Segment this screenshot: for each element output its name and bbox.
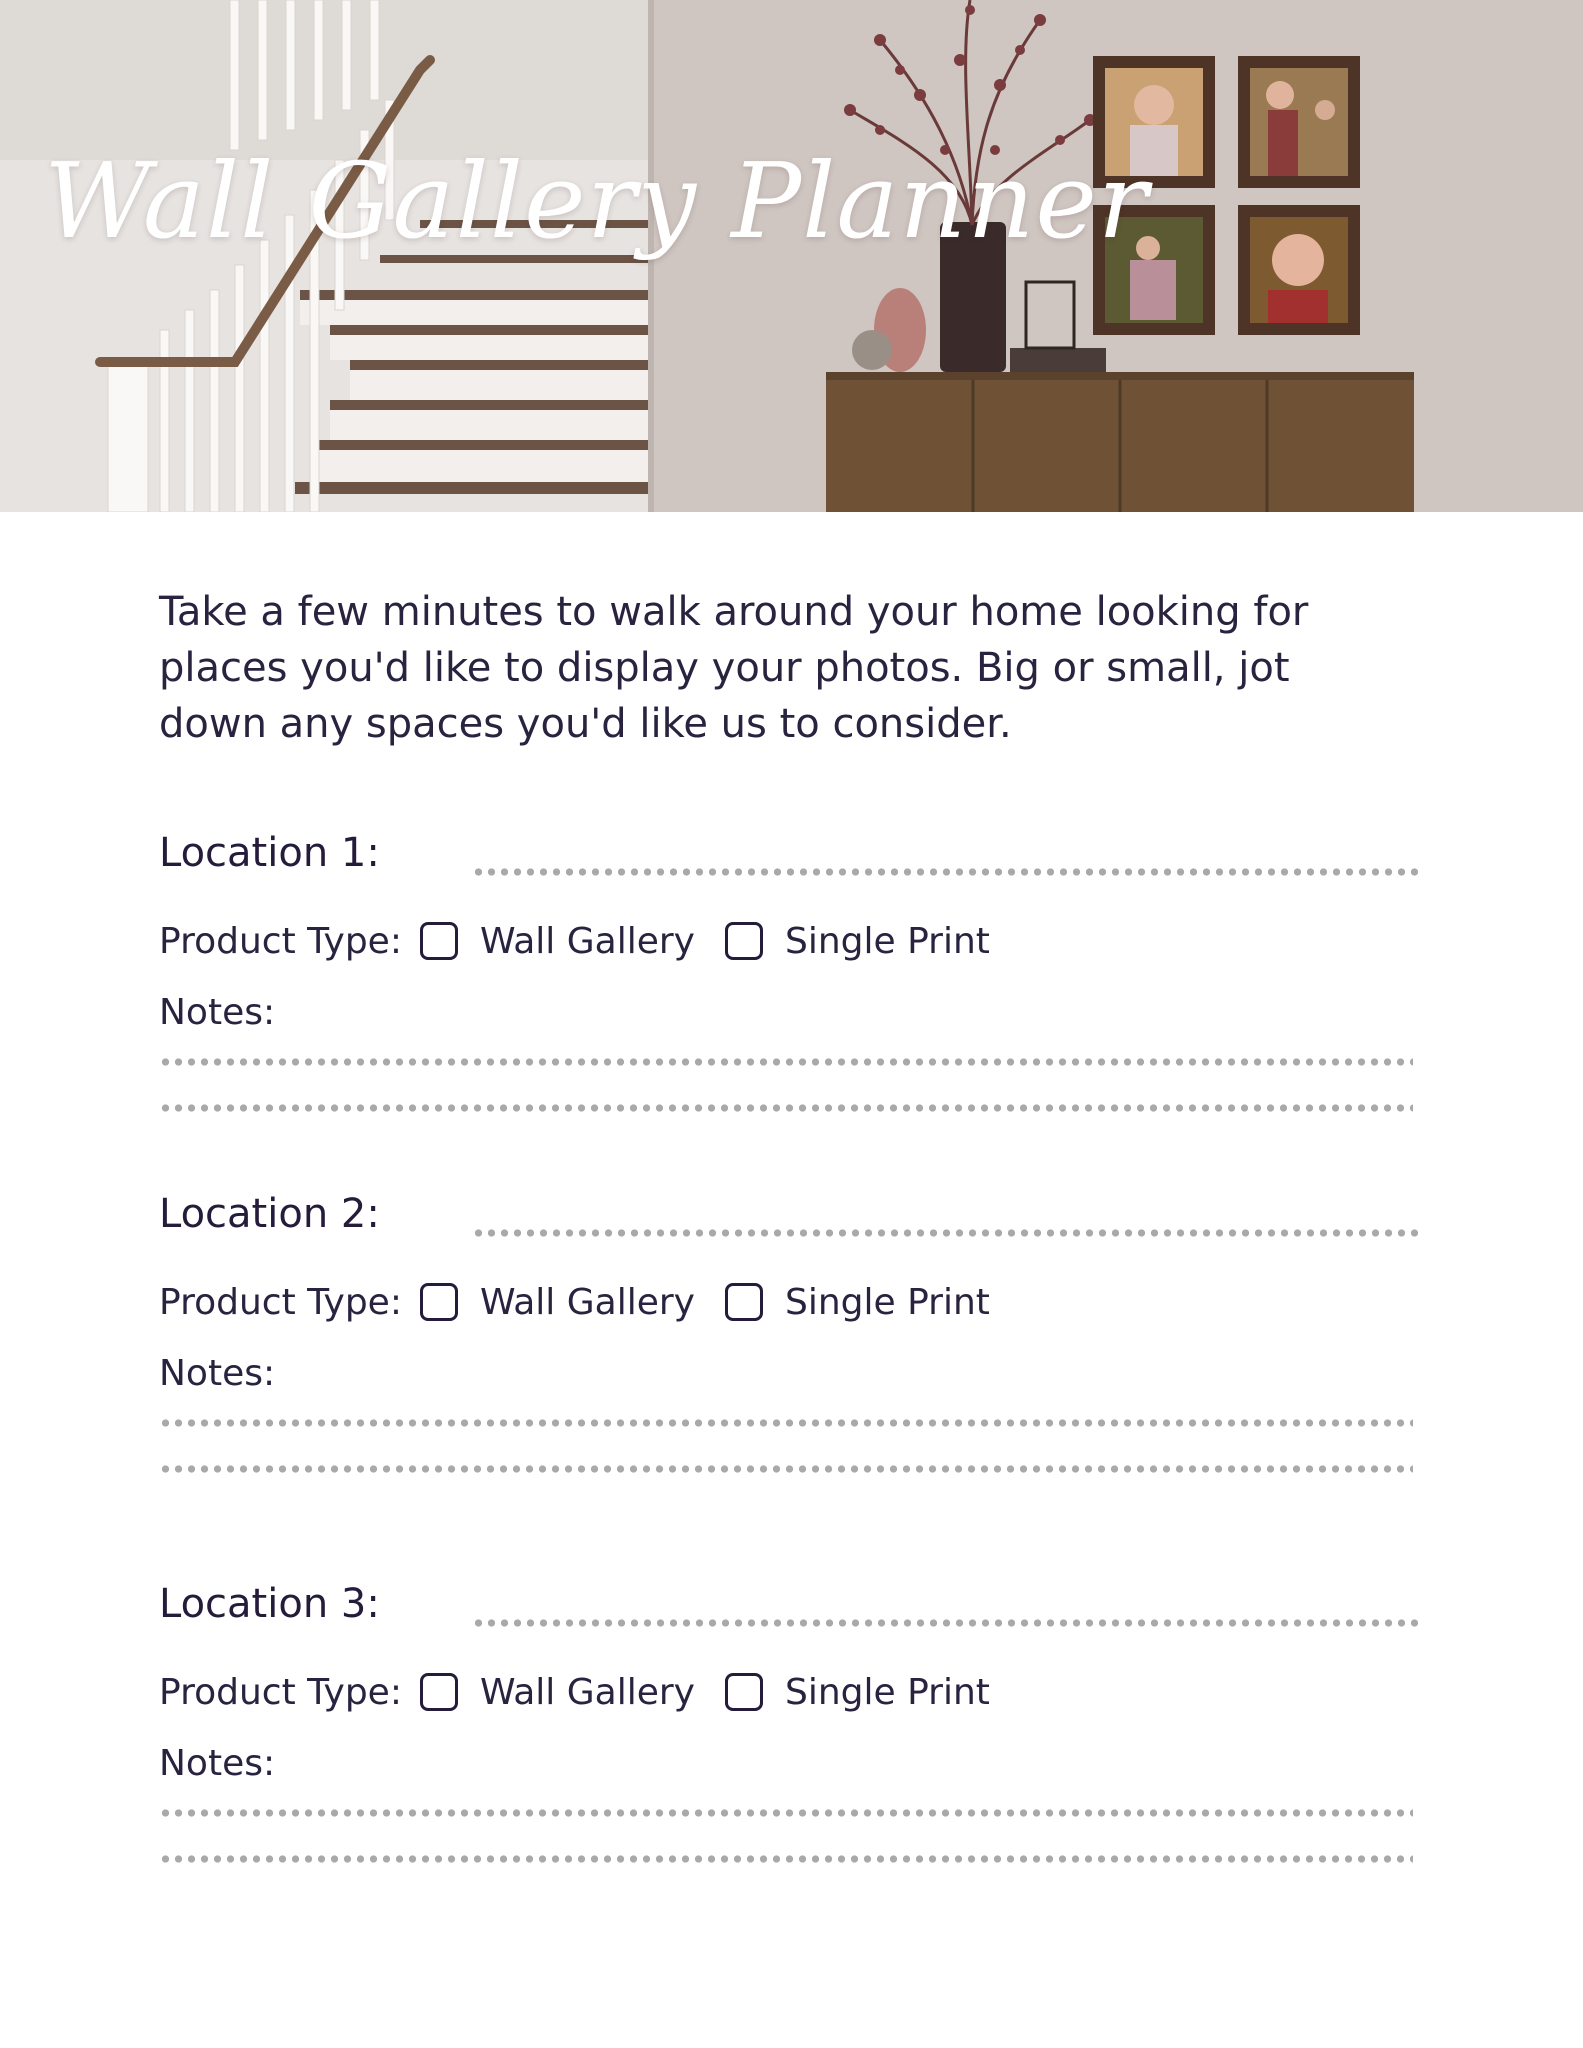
single-print-label: Single Print (784, 1281, 990, 1323)
notes-label: Notes: (159, 1743, 276, 1784)
location-section-2 (159, 1191, 1419, 1491)
location-input-line[interactable] (472, 1227, 1418, 1239)
notes-line-1[interactable] (159, 1417, 1413, 1429)
intro-text: Take a few minutes to walk around your home looking for places you'd like to display your photos. Big or small, jot down any spaces you'd like us to consider. (159, 589, 1309, 747)
location-heading: Location 2: (159, 1191, 380, 1237)
product-type-row (159, 1277, 1020, 1327)
wall-gallery-checkbox[interactable] (420, 1673, 458, 1711)
location-heading: Location 1: (159, 830, 380, 876)
product-type-label: Product Type: (159, 920, 402, 962)
notes-label: Notes: (159, 992, 276, 1033)
location-heading: Location 3: (159, 1581, 380, 1627)
single-print-label: Single Print (784, 920, 990, 962)
location-input-line[interactable] (472, 866, 1418, 878)
hero-title: Wall Gallery Planner (44, 140, 1149, 262)
location-section-1 (159, 830, 1419, 1130)
wall-gallery-label: Wall Gallery (479, 920, 695, 962)
single-print-checkbox[interactable] (725, 1283, 763, 1321)
single-print-checkbox[interactable] (725, 922, 763, 960)
wall-gallery-label: Wall Gallery (479, 1281, 695, 1323)
notes-line-2[interactable] (159, 1853, 1413, 1865)
location-input-line[interactable] (472, 1617, 1418, 1629)
product-type-row (159, 1667, 1020, 1717)
product-type-label: Product Type: (159, 1281, 402, 1323)
notes-label: Notes: (159, 1353, 276, 1394)
product-type-row (159, 916, 1020, 966)
notes-line-1[interactable] (159, 1807, 1413, 1819)
wall-gallery-label: Wall Gallery (479, 1671, 695, 1713)
notes-line-2[interactable] (159, 1102, 1413, 1114)
single-print-label: Single Print (784, 1671, 990, 1713)
wall-gallery-checkbox[interactable] (420, 1283, 458, 1321)
single-print-checkbox[interactable] (725, 1673, 763, 1711)
hero-banner (0, 0, 1583, 512)
wall-gallery-checkbox[interactable] (420, 922, 458, 960)
notes-line-2[interactable] (159, 1463, 1413, 1475)
notes-line-1[interactable] (159, 1056, 1413, 1068)
product-type-label: Product Type: (159, 1671, 402, 1713)
location-section-3 (159, 1581, 1419, 1881)
